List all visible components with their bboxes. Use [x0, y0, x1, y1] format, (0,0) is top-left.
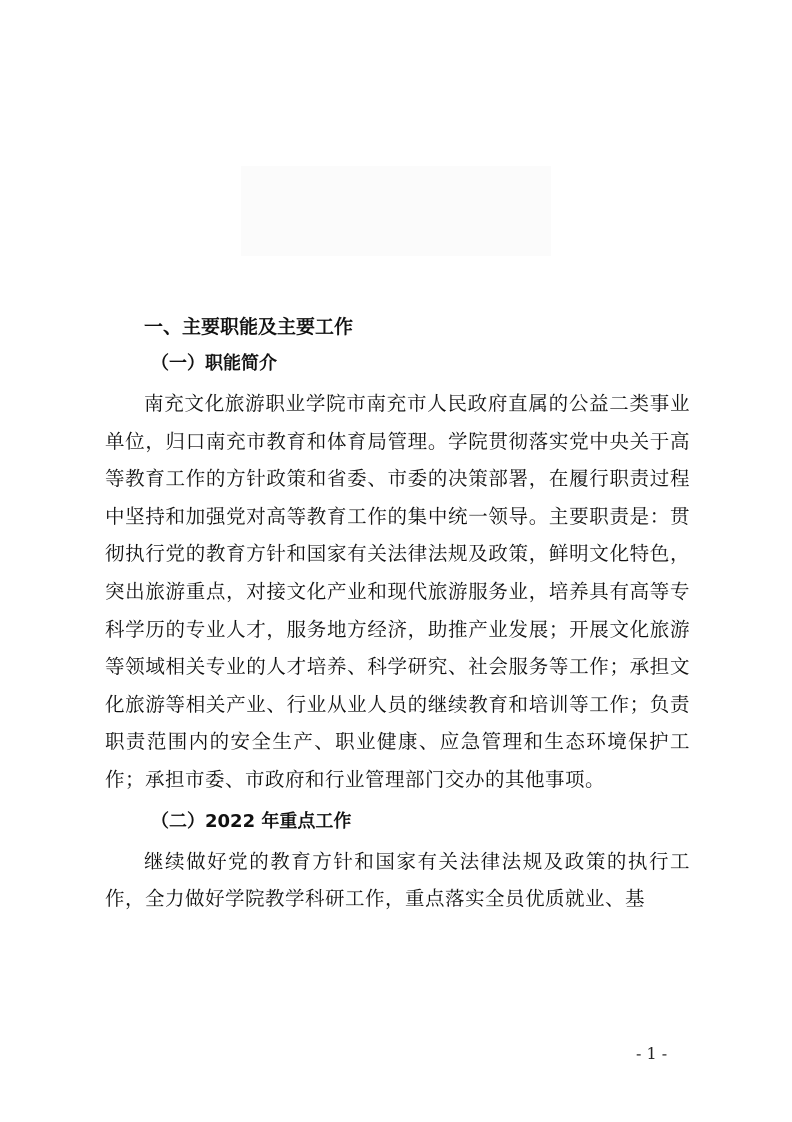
section-heading: 一、主要职能及主要工作 [144, 316, 354, 338]
page-number: - 1 - [636, 1044, 668, 1063]
duties-paragraph: 南充文化旅游职业学院市南充市人民政府直属的公益二类事业单位，归口南充市教育和体育局管理。学院贯彻落实党中央关于高等教育工作的方针政策和省委、市委的决策部署，在履行职责过程中坚持和加强党对高等教育工作的集中统一领导。主要职责是：贯彻执行党的教育方针和国家有关法律法规及政策，鲜明文化特色，突出旅游重点，对接文化产业和现代旅游服务业，培养具有高等专科学历的专业人才，服务地方经济，助推产业发展；开展文化旅游等领域相关专业的人才培养、科学研究、社会服务等工作；承担文化旅游等相关产业、行业从业人员的继续教育和培训等工作；负责职责范围内的安全生产、职业健康、应急管理和生态环境保护工作；承担市委、市政府和行业管理部门交办的其他事项。 [105, 392, 690, 791]
subsection-heading-key-work: （二）2022 年重点工作 [151, 810, 352, 832]
subsection-heading-duties: （一）职能简介 [151, 353, 277, 374]
document-body [105, 312, 690, 918]
paragraph-gap [105, 799, 690, 807]
header-placeholder-block [241, 166, 551, 256]
key-work-paragraph: 继续做好党的教育方针和国家有关法律法规及政策的执行工作，全力做好学院教学科研工作，重点落实全员优质就业、基 [105, 849, 690, 911]
